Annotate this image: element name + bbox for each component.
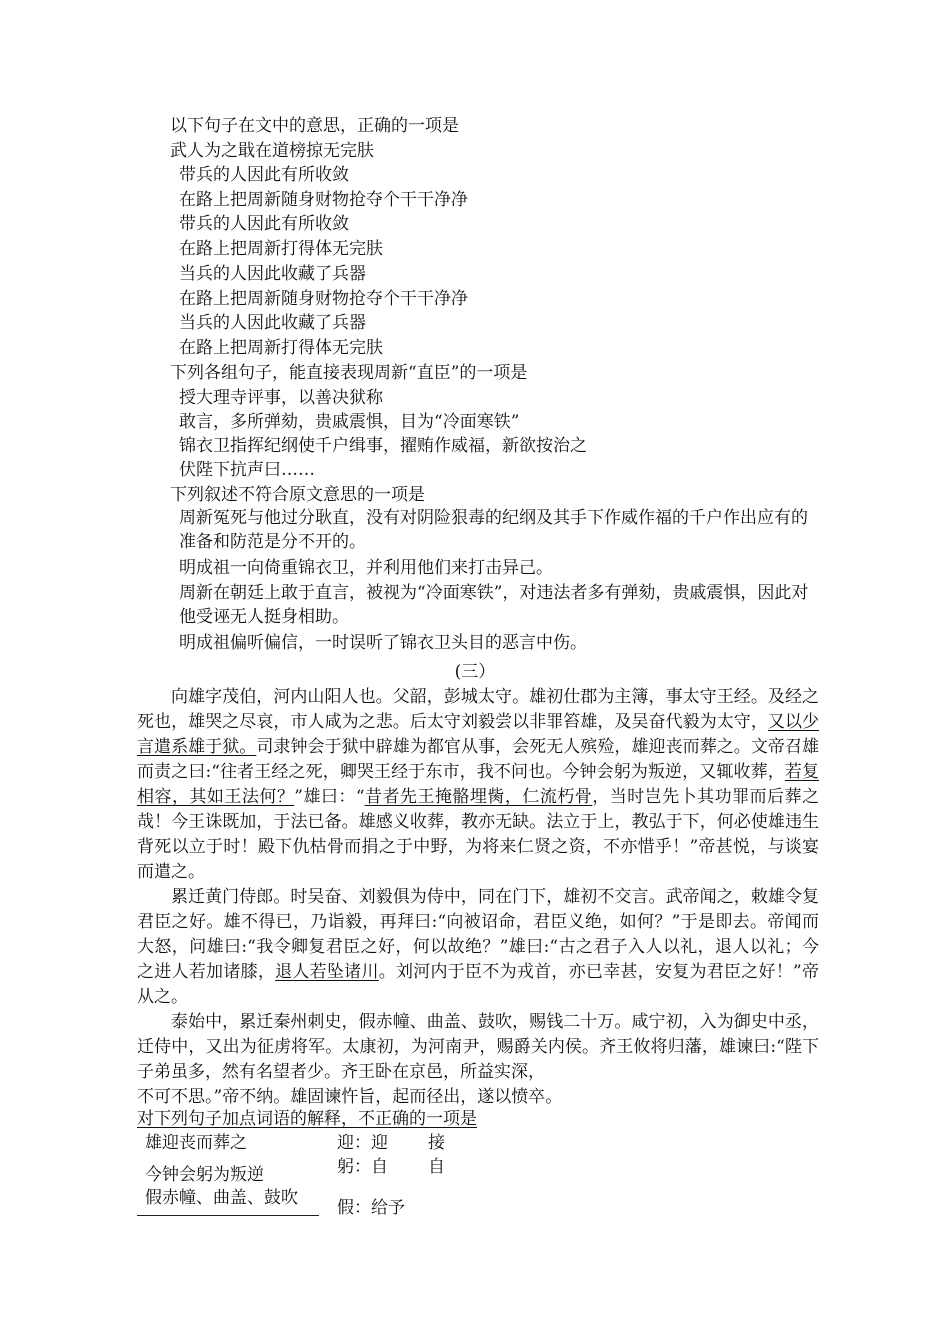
q2-option-4: 伏陛下抗声曰…… [179, 460, 315, 480]
q4-row-1-gloss: 接 [428, 1133, 445, 1153]
q4-row-2-gloss: 自 [428, 1157, 445, 1176]
p1-text-d: ，当时岂先卜其功罪而后葬之哉！今王诛既加，于法已备。雄感义收葬，教亦无缺。法立于上，教弘于下，何必使雄违生背死以立于时！殿下仇枯骨而捐之于中野，为将来仁贤之资，不亦惜乎！”帝甚悦，与谈宴而遣之。 [137, 787, 820, 882]
q1-option-5: 当兵的人因此收藏了兵器 [179, 264, 366, 284]
passage-paragraph-3-end [137, 1085, 819, 1110]
p3-text-b: 不可不思。”帝不纳。雄固谏忤旨，起而径出，遂以愤卒。 [137, 1087, 563, 1107]
q1-option-7: 当兵的人因此收藏了兵器 [179, 313, 366, 333]
q2-option-3: 锦衣卫指挥纪纲使千户缉事，擢贿作威福，新欲按治之 [179, 436, 587, 456]
q4-row-1-word: 迎：迎 [337, 1133, 388, 1153]
q3-option-2: 明成祖一向倚重锦衣卫，并利用他们来打击异己。 [179, 558, 553, 578]
passage-paragraph-3 [137, 1010, 819, 1085]
q2-option-2: 敢言，多所弹劾，贵戚震惧，目为“冷面寒铁” [179, 412, 520, 432]
q1-option-2: 在路上把周新随身财物抢夺个干干净净 [179, 190, 468, 210]
q4-stem: 对下列句子加点词语的解释，不正确的一项是 [137, 1109, 477, 1129]
section-heading: (三） [454, 662, 496, 682]
q3-stem: 下列叙述不符合原文意思的一项是 [170, 485, 425, 505]
q2-option-1: 授大理寺评事，以善决狱称 [179, 388, 383, 408]
q3-option-4: 明成祖偏听偏信，一时误听了锦衣卫头目的恶言中伤。 [179, 633, 587, 653]
q1-option-6: 在路上把周新随身财物抢夺个干干净净 [179, 289, 468, 309]
p2-text-b: 。刘河内于臣不为戎首，亦已幸甚，安复为君臣之好！”帝从之。 [137, 962, 820, 1007]
p1-text-b: 司隶钟会于狱中辟雄为都官从事，会死无人殡殓，雄迎丧而葬之。文帝召雄而责之曰:“往者王经之死，卿哭王经于东市，我不问也。今钟会躬为叛逆，又辄收葬， [137, 737, 819, 782]
q4-row-2-sentence: 今钟会躬为叛逆 [145, 1165, 264, 1185]
p1-text-c: ”雄曰：“ [294, 787, 365, 807]
p1-text-a: 向雄字茂伯，河内山阳人也。父韶，彭城太守。雄初仕郡为主簿，事太守王经。及经之死也，雄哭之尽哀，市人咸为之悲。后太守刘毅尝以非罪笞雄，及吴奋代毅为太守， [137, 687, 819, 732]
q4-row-1-sentence: 雄迎丧而葬之 [145, 1133, 247, 1153]
p1-underlined-2: 若复相容，其如王法何？ [137, 762, 820, 807]
passage [137, 685, 819, 1110]
p3-text-a: 泰始中，累迁秦州刺史，假赤幢、曲盖、鼓吹，赐钱二十万。咸宁初，入为御史中丞，迁侍中，又出为征虏将军。太康初，为河南尹，赐爵关内侯。齐王攸将归藩，雄谏曰:“陛下子弟虽多，然有名望者少。齐王卧在京邑，所益实深， [137, 1012, 819, 1082]
p1-underlined-3: 昔者先王掩骼埋胔，仁流朽骨 [364, 787, 593, 807]
p2-text-a: 累迁黄门侍郎。时吴奋、刘毅俱为侍中，同在门下，雄初不交言。武帝闻之，敕雄令复君臣之好。雄不得已，乃诣毅，再拜曰:“向被诏命，君臣义绝，如何？”于是即去。帝闻而大怒，问雄曰:“我令卿复君臣之好，何以故绝？”雄曰:“古之君子入人以礼，退人以礼；今之进人若加诸膝， [137, 887, 819, 982]
q4-row-3-sentence: 假赤幢、曲盖、鼓吹 [145, 1188, 298, 1208]
passage-paragraph-1 [137, 685, 819, 885]
q1-option-8: 在路上把周新打得体无完肤 [179, 338, 383, 358]
q4-row-3-word: 假：给予 [337, 1198, 405, 1218]
q1-option-4: 在路上把周新打得体无完肤 [179, 239, 383, 259]
p2-underlined-1: 退人若坠诸川 [275, 962, 379, 982]
q1-option-3: 带兵的人因此有所收敛 [179, 214, 349, 234]
q1-sentence: 武人为之戢在道榜掠无完肤 [170, 141, 374, 161]
q2-stem: 下列各组句子，能直接表现周新“直臣”的一项是 [170, 363, 528, 383]
passage-paragraph-2 [137, 885, 819, 1010]
q3-option-1: 周新冤死与他过分耿直，没有对阴险狠毒的纪纲及其手下作威作福的千户作出应有的准备和防范是分不开的。 [179, 508, 808, 552]
q1-stem: 以下句子在文中的意思，正确的一项是 [170, 116, 459, 136]
p1-underlined-1: 又以少言遣系雄于狱。 [137, 712, 820, 757]
q4-divider [137, 1215, 319, 1216]
q3-option-3: 周新在朝廷上敢于直言，被视为“冷面寒铁”，对违法者多有弹劾，贵戚震惧，因此对他受诬无人挺身相助。 [179, 583, 809, 627]
q1-option-1: 带兵的人因此有所收敛 [179, 165, 349, 185]
q4-row-2-word: 躬：自 [337, 1157, 388, 1176]
